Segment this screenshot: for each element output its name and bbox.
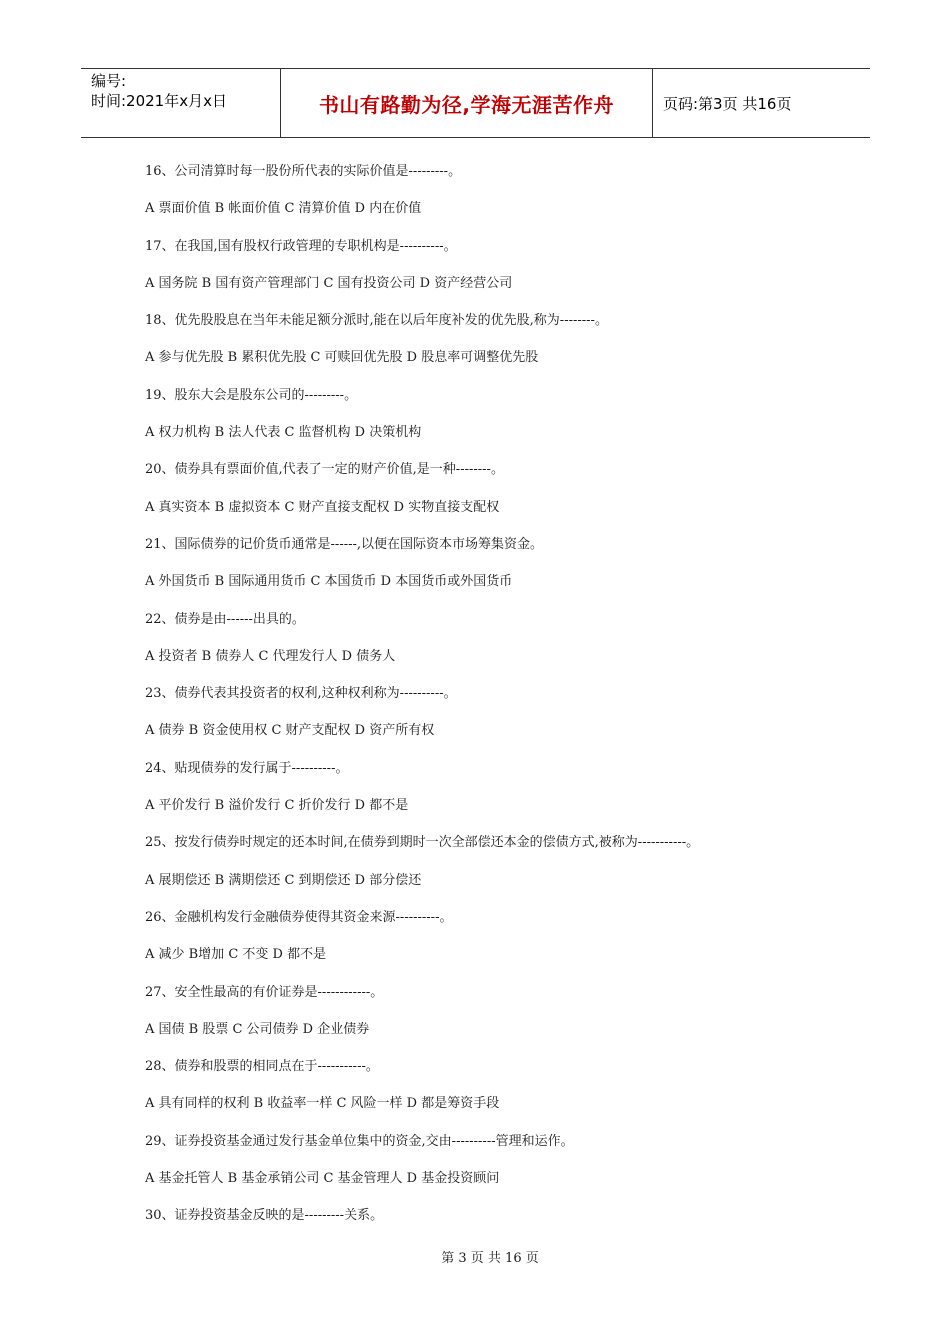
- document-header: [81, 68, 870, 138]
- options-28: A 具有同样的权利 B 收益率一样 C 风险一样 D 都是筹资手段: [145, 1096, 500, 1112]
- question-20: 20、债券具有票面价值,代表了一定的财产价值,是一种--------。: [145, 462, 504, 478]
- question-30: 30、证券投资基金反映的是---------关系。: [145, 1208, 384, 1224]
- question-18: 18、优先股股息在当年未能足额分派时,能在以后年度补发的优先股,称为--------。: [145, 313, 608, 329]
- motto-text: 书山有路勤为径,学海无涯苦作舟: [318, 92, 615, 117]
- options-20: A 真实资本 B 虚拟资本 C 财产直接支配权 D 实物直接支配权: [145, 499, 500, 515]
- question-19: 19、股东大会是股东公司的---------。: [145, 387, 358, 403]
- question-list: [145, 160, 835, 1242]
- question-27: 27、安全性最高的有价证券是------------。: [145, 984, 384, 1000]
- question-22: 22、债券是由------出具的。: [145, 611, 305, 627]
- options-23: A 债券 B 资金使用权 C 财产支配权 D 资产所有权: [145, 723, 435, 739]
- question-29: 29、证券投资基金通过发行基金单位集中的资金,交由----------管理和运作。: [145, 1133, 574, 1149]
- options-18: A 参与优先股 B 累积优先股 C 可赎回优先股 D 股息率可调整优先股: [145, 350, 539, 366]
- options-24: A 平价发行 B 溢价发行 C 折价发行 D 都不是: [145, 798, 409, 814]
- question-26: 26、金融机构发行金融债券使得其资金来源----------。: [145, 909, 453, 925]
- time-label: 时间:2021年x月x日: [91, 92, 227, 110]
- page-number-label: 页码:第3页 共16页: [663, 94, 792, 113]
- options-25: A 展期偿还 B 满期偿还 C 到期偿还 D 部分偿还: [145, 872, 422, 888]
- header-meta-cell: [81, 69, 281, 137]
- options-26: A 减少 B增加 C 不变 D 都不是: [145, 947, 327, 963]
- question-17: 17、在我国,国有股权行政管理的专职机构是----------。: [145, 238, 457, 254]
- options-27: A 国债 B 股票 C 公司债券 D 企业债券: [145, 1021, 370, 1037]
- options-21: A 外国货币 B 国际通用货币 C 本国货币 D 本国货币或外国货币: [145, 574, 513, 590]
- number-label: 编号:: [91, 72, 127, 90]
- footer-page-number: 第 3 页 共 16 页: [441, 1251, 539, 1266]
- options-17: A 国务院 B 国有资产管理部门 C 国有投资公司 D 资产经营公司: [145, 275, 513, 291]
- options-16: A 票面价值 B 帐面价值 C 清算价值 D 内在价值: [145, 201, 422, 217]
- question-28: 28、债券和股票的相同点在于-----------。: [145, 1059, 379, 1075]
- options-29: A 基金托管人 B 基金承销公司 C 基金管理人 D 基金投资顾问: [145, 1171, 500, 1187]
- question-16: 16、公司清算时每一股份所代表的实际价值是---------。: [145, 164, 462, 179]
- header-page-cell: [653, 69, 870, 137]
- question-24: 24、贴现债券的发行属于----------。: [145, 760, 349, 776]
- options-22: A 投资者 B 债券人 C 代理发行人 D 债务人: [145, 648, 396, 664]
- question-25: 25、按发行债券时规定的还本时间,在债券到期时一次全部偿还本金的偿债方式,被称为-----------。: [145, 835, 700, 851]
- header-motto-cell: [281, 69, 653, 137]
- options-19: A 权力机构 B 法人代表 C 监督机构 D 决策机构: [145, 425, 422, 441]
- question-21: 21、国际债券的记价货币通常是------,以便在国际资本市场筹集资金。: [145, 536, 544, 552]
- page-footer: [0, 1247, 950, 1266]
- question-23: 23、债券代表其投资者的权利,这种权利称为----------。: [145, 686, 457, 702]
